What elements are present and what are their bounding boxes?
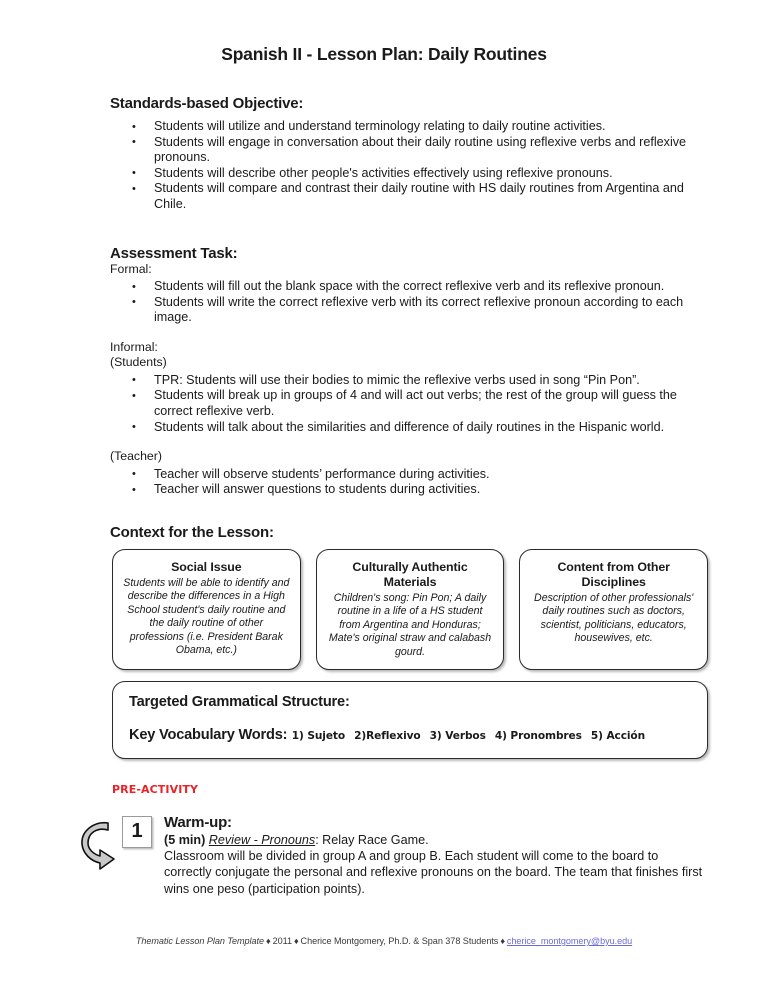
students-bullet-list — [0, 371, 768, 435]
context-box-culturally-authentic-materials — [316, 549, 505, 670]
list-item: • Students will engage in conversation about their daily routine using reflexive verbs and reflexive pronouns. — [128, 135, 702, 166]
footer-separator-icon: ♦ — [293, 936, 299, 946]
context-box-body: Children's song: Pin Pon; A daily routine in a life of a HS student from Argentina and Honduras; Mate's original straw and calabash gourd. — [328, 591, 492, 658]
section-heading-assessment: Assessment Task: — [110, 244, 238, 262]
vocab-item: 3) Verbos — [429, 729, 486, 742]
context-box-content-from-other-disciplines — [519, 549, 708, 670]
grammar-structure-box — [112, 681, 708, 759]
vocab-item: 5) Acción — [590, 729, 646, 742]
vocab-item: 4) Pronombres — [494, 729, 582, 742]
vocab-item: 1) Sujeto — [291, 729, 346, 742]
footer-author: Cherice Montgomery, Ph.D. & Span 378 Students — [300, 936, 499, 946]
footer-separator-icon: ♦ — [266, 936, 271, 946]
teacher-label: (Teacher) — [110, 449, 162, 464]
activity-title: Warm-up: — [164, 813, 232, 831]
activity-block-warm-up — [0, 796, 768, 897]
footer-separator-icon: ♦ — [500, 936, 505, 946]
context-box-body: Description of other professionals' daily routines such as doctors, scientist, politicians, educators, housewives, etc. — [534, 591, 694, 645]
grammar-title: Targeted Grammatical Structure: — [129, 693, 350, 710]
page-footer — [0, 936, 768, 946]
context-box-title: Culturally Authentic Materials — [352, 559, 468, 589]
list-item: • Students will talk about the similarities and difference of daily routines in the Hispanic world. — [128, 420, 702, 436]
activity-text — [164, 814, 708, 897]
list-item: • Teacher will observe students’ performance during activities. — [128, 467, 702, 483]
key-vocabulary-label: Key Vocabulary Words: — [129, 726, 288, 743]
informal-label: Informal: — [110, 339, 158, 354]
activity-body: Classroom will be divided in group A and group B. Each student will come to the board to correctly conjugate the personal and reflexive pronouns on the board. The team that finishes first wins one peso (participation points). — [164, 849, 703, 896]
list-item: • Students will utilize and understand terminology relating to daily routine activities. — [128, 119, 702, 135]
list-item: • Students will write the correct reflexive verb with its correct reflexive pronoun according to each image. — [128, 295, 702, 326]
students-label: (Students) — [110, 355, 167, 370]
key-vocabulary-row — [129, 726, 691, 744]
list-item: • Students will fill out the blank space with the correct reflexive verb and its reflexive pronoun. — [128, 279, 702, 295]
section-heading-context: Context for the Lesson: — [110, 523, 274, 541]
teacher-bullet-list — [0, 465, 768, 498]
footer-email-link[interactable]: cherice_montgomery@byu.edu — [506, 936, 633, 946]
curved-arrow-icon — [78, 818, 120, 870]
formal-bullet-list — [0, 277, 768, 326]
vocab-item: 2)Reflexivo — [354, 729, 421, 742]
context-box-title: Content from Other Disciplines — [557, 559, 670, 589]
footer-year: 2011 — [272, 936, 292, 946]
list-item: • Teacher will answer questions to students during activities. — [128, 482, 702, 498]
list-item: • TPR: Students will use their bodies to mimic the reflexive verbs used in song “Pin Pon”. — [128, 373, 702, 389]
standards-bullet-list — [0, 112, 768, 213]
list-item: • Students will describe other people's activities effectively using reflexive pronouns. — [128, 166, 702, 182]
context-box-title: Social Issue — [171, 559, 242, 574]
context-boxes-row — [0, 541, 768, 670]
activity-duration: (5 min) — [164, 832, 206, 847]
section-heading-standards: Standards-based Objective: — [110, 95, 304, 112]
review-link[interactable]: Review - Pronouns — [208, 832, 316, 847]
page-title: Spanish II - Lesson Plan: Daily Routines — [221, 44, 547, 64]
context-box-body: Students will be able to identify and describe the differences in a High School student's daily routine and the daily routine of other professions (i.e. President Barak Obama, etc.) — [123, 576, 290, 656]
list-item: • Students will compare and contrast their daily routine with HS daily routines from Argentina and Chile. — [128, 181, 702, 212]
formal-label: Formal: — [110, 261, 152, 276]
list-item: • Students will break up in groups of 4 and will act out verbs; the rest of the group will guess the correct reflexive verb. — [128, 388, 702, 419]
key-vocabulary-items — [292, 730, 654, 742]
activity-duration-line — [164, 832, 708, 848]
footer-template-name: Thematic Lesson Plan Template — [135, 936, 264, 946]
pre-activity-label: PRE-ACTIVITY — [112, 782, 199, 796]
step-number-box: 1 — [122, 816, 152, 848]
review-suffix: : Relay Race Game. — [315, 832, 429, 847]
context-box-social-issue — [112, 549, 301, 670]
